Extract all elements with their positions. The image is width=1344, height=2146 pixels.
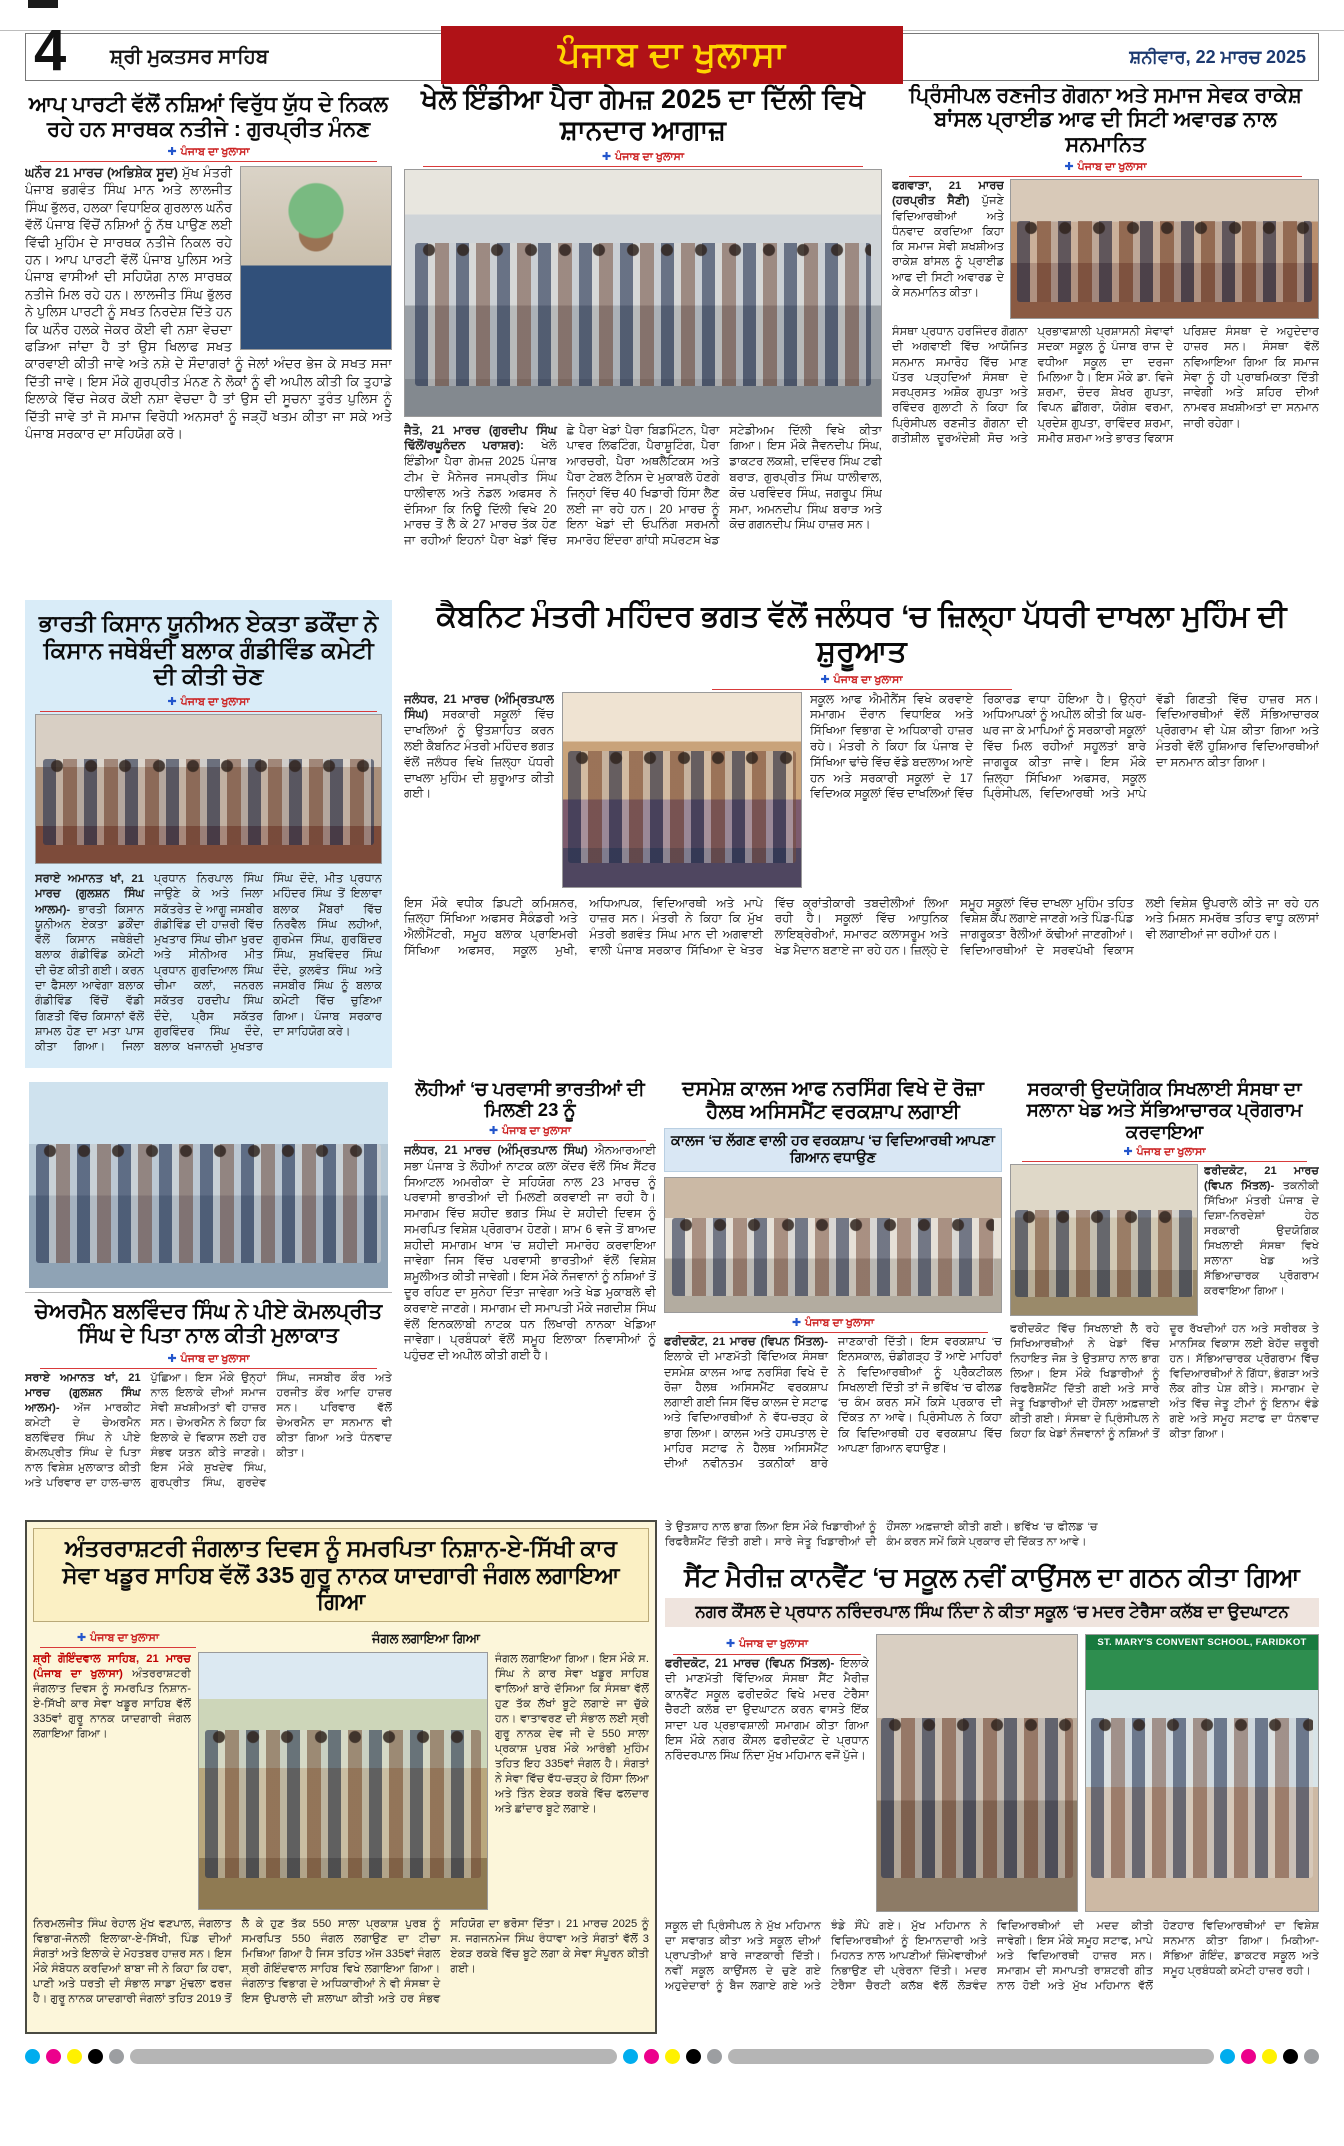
byline-label: ਪੰਜਾਬ ਦਾ ਖੁਲਾਸਾ [739,1638,809,1651]
print-registration-bar [25,2046,1319,2066]
crowd-figures [1091,1718,1314,1878]
article-headline: ਅੰਤਰਰਾਸ਼ਟਰੀ ਜੰਗਲਾਤ ਦਿਵਸ ਨੂੰ ਸਮਰਪਿਤਾ ਨਿਸ਼ਾਨ-ਏ-ਸਿੱਖੀ ਕਾਰ ਸੇਵਾ ਖਡੂਰ ਸਾਹਿਬ ਵੱਲੋਂ 335 ਗੁਰੂ ਨਾਨਕ ਯਾਦਗਾਰੀ ਜੰਗਲ ਲਗਾਇਆ ਗਿਆ [33,1528,649,1622]
crowd-figures [205,1730,482,1878]
byline-brand [665,1637,869,1655]
body-text-continued: ਨਿਰਮਲਜੀਤ ਸਿੰਘ ਰੇਹਾਲ ਮੁੱਖ ਵਣਪਾਲ, ਜੰਗਲਾਤ ਵਿਭਾਗ-ਜੋਨਲੀ ਇਲਾਕਾ-ਏ-ਸਿੱਖੀ, ਪਿੰਡ ਦੀਆਂ ਸੰਗਤਾਂ ਅਤੇ ਇਲਾਕੇ ਦੇ ਮੋਹਤਬਰ ਹਾਜ਼ਰ ਸਨ। ਇਸ ਮੌਕੇ ਸੰਬੋਧਨ ਕਰਦਿਆਂ ਬਾਬਾ ਜੀ ਨੇ ਕਿਹਾ ਕਿ ਹਵਾ, ਪਾਣੀ ਅਤੇ ਧਰਤੀ ਦੀ ਸੰਭਾਲ ਸਾਡਾ ਮੁੱਢਲਾ ਫਰਜ਼ ਹੈ। ਗੁਰੂ ਨਾਨਕ ਯਾਦਗਾਰੀ ਜੰਗਲਾਂ ਤਹਿਤ 2019 ਤੋਂ ਲੈ ਕੇ ਹੁਣ ਤੱਕ 550 ਸਾਲਾ ਪ੍ਰਕਾਸ਼ ਪੁਰਬ ਨੂੰ ਸਮਰਪਿਤ 550 ਜੰਗਲ ਲਗਾਉਣ ਦਾ ਟੀਚਾ ਮਿਥਿਆ ਗਿਆ ਹੈ ਜਿਸ ਤਹਿਤ ਅੱਜ 335ਵਾਂ ਜੰਗਲ ਸ਼੍ਰੀ ਗੋਇੰਦਵਾਲ ਸਾਹਿਬ ਵਿਖੇ ਲਗਾਇਆ ਗਿਆ। ਜੰਗਲਾਤ ਵਿਭਾਗ ਦੇ ਅਧਿਕਾਰੀਆਂ ਨੇ ਵੀ ਸੰਸਥਾ ਦੇ ਇਸ ਉਪਰਾਲੇ ਦੀ ਸ਼ਲਾਘਾ ਕੀਤੀ ਅਤੇ ਹਰ ਸੰਭਵ ਸਹਿਯੋਗ ਦਾ ਭਰੋਸਾ ਦਿੱਤਾ। 21 ਮਾਰਚ 2025 ਨੂੰ ਸ. ਜਗਜਨਮੇਜ ਸਿੰਘ ਰੰਧਾਵਾ ਅਤੇ ਸੰਗਤਾਂ ਵੱਲੋਂ 3 ਏਕੜ ਰਕਬੇ ਵਿੱਚ ਬੂਟੇ ਲਗਾ ਕੇ ਸੇਵਾ ਸੰਪੂਰਨ ਕੀਤੀ ਗਈ। [33,1918,649,2006]
byline-rule [414,1140,646,1141]
article-headline: ਭਾਰਤੀ ਕਿਸਾਨ ਯੂਨੀਅਨ ਏਕਤਾ ਡਕੌਂਦਾ ਨੇ ਕਿਸਾਨ ਜਥੇਬੰਦੀ ਬਲਾਕ ਗੰਡੀਵਿੰਡ ਕਮੇਟੀ ਦੀ ਕੀਤੀ ਚੋਣ [38,610,379,690]
leader-portrait-photo [240,166,392,350]
dateline: ਫਰੀਦਕੋਟ, 21 ਮਾਰਚ (ਵਿਪਨ ਮਿੱਤਲ)- [665,1658,835,1671]
plus-icon: ✚ [167,145,177,158]
byline-label: ਪੰਜਾਬ ਦਾ ਖੁਲਾਸਾ [180,696,250,709]
continuation-text: ਤੇ ਉਤਸ਼ਾਹ ਨਾਲ ਭਾਗ ਲਿਆ ਇਸ ਮੌਕੇ ਖਿਡਾਰੀਆਂ ਨੂੰ ਰਿਫਰੈਸ਼ਮੈਂਟ ਦਿੱਤੀ ਗਈ। ਸਾਰੇ ਜੇਤੂ ਖਿਡਾਰੀਆਂ ਦੀ ਹੌਂਸਲਾ ਅਫ਼ਜ਼ਾਈ ਕੀਤੀ ਗਈ। ਭਵਿੱਖ ‘ਚ ਫੀਲਡ ‘ਚ ਕੰਮ ਕਰਨ ਸਮੇਂ ਕਿਸੇ ਪ੍ਰਕਾਰ ਦੀ ਦਿੱਕਤ ਨਾ ਆਵੇ। [665,1521,1098,1548]
reg-dot-magenta [1241,2049,1256,2064]
article-subhead: ਕਾਲਜ ‘ਚ ਲੱਗਣ ਵਾਲੀ ਹਰ ਵਰਕਸ਼ਾਪ ‘ਚ ਵਿਦਿਆਰਥੀ ਆਪਣਾ ਗਿਆਨ ਵਧਾਉਣ [664,1128,1002,1172]
reg-dot-yellow [665,2049,680,2064]
body-text: ਭਾਰਤੀ ਕਿਸਾਨ ਯੂਨੀਅਨ ਏਕਤਾ ਡਕੌਂਦਾ ਵੱਲੋਂ ਕਿਸਾਨ ਜਥੇਬੰਦੀ ਬਲਾਕ ਗੰਡੀਵਿੰਡ ਕਮੇਟੀ ਦੀ ਚੋਣ ਕੀਤੀ ਗਈ। ਕਰਨ ਦਾ ਫੈਸਲਾ ਆਵੇਗਾ ਬਲਾਕ ਗੰਡੀਵਿੰਡ ਵਿੱਚੋਂ ਵੱਡੀ ਗਿਣਤੀ ਵਿੱਚ ਕਿਸਾਨਾਂ ਵੱਲੋਂ ਸ਼ਾਮਲ ਹੋਣ ਦਾ ਮਤਾ ਪਾਸ ਕੀਤਾ ਗਿਆ। ਜਿਲਾ ਪ੍ਰਧਾਨ ਨਿਰਪਾਲ ਸਿੰਘ ਜਾਉਣੇ ਕੇ ਅਤੇ ਜਿਲਾ ਸਕੱਤਰੇਤ ਦੇ ਆਗੂ ਜਸਬੀਰ ਗੰਡੀਵਿੰਡ ਦੀ ਹਾਜ਼ਰੀ ਵਿੱਚ ਮੁਖਤਾਰ ਸਿੰਘ ਚੀਮਾ ਖੁਰਦ ਅਤੇ ਸੀਨੀਅਰ ਮੀਤ ਪ੍ਰਧਾਨ ਗੁਰਦਿਆਲ ਸਿੰਘ ਚੀਮਾ ਕਲਾਂ, ਜਨਰਲ ਸਕੱਤਰ ਹਰਦੀਪ ਸਿੰਘ ਦੌਦੇ, ਪ੍ਰੈਸ ਸਕੱਤਰ ਗੁਰਵਿੰਦਰ ਸਿੰਘ ਦੌਦੇ, ਬਲਾਕ ਖਜਾਨਚੀ ਮੁਖਤਾਰ ਸਿੰਘ ਦੌਦੇ, ਮੀਤ ਪ੍ਰਧਾਨ ਮਹਿੰਦਰ ਸਿੰਘ ਤੋਂ ਇਲਾਵਾ ਬਲਾਕ ਮੈਂਬਰਾਂ ਵਿੱਚ ਨਿਰਵੈਲ ਸਿੰਘ ਲਹੀਆਂ, ਗੁਰਮੇਜ ਸਿੰਘ, ਗੁਰਬਿੰਦਰ ਸਿੰਘ, ਸੁਖਵਿੰਦਰ ਸਿੰਘ ਦੌਦੇ, ਕੁਲਵੰਤ ਸਿੰਘ ਅਤੇ ਜਸਬੀਰ ਸਿੰਘ ਨੂੰ ਬਲਾਕ ਕਮੇਟੀ ਵਿੱਚ ਚੁਣਿਆ ਗਿਆ। ਪੰਜਾਬ ਸਰਕਾਰ ਦਾ ਸਾਹਿਯੋਗ ਕਰੇ। [35,873,382,1054]
reg-dot-gray [707,2049,722,2064]
article-pride-award [892,84,1319,592]
dateline: ਫਗਵਾੜਾ, 21 ਮਾਰਚ (ਹਰਪ੍ਰੀਤ ਸੈਣੀ) [892,180,1004,208]
lead-text: ਪੁੱਜਣੇ ਵਿਦਿਆਰਥੀਆਂ ਅਤੇ ਧੰਨਵਾਦ ਕਰਦਿਆ ਕਿਹਾ ਕਿ ਸਮਾਜ ਸੇਵੀ ਸ਼ਖਸ਼ੀਅਤ ਰਾਕੇਸ਼ ਬਾਂਸਲ ਨੂੰ ਪ੍ਰਾਈਡ ਆਫ ਦੀ ਸਿਟੀ ਅਵਾਰਡ ਦੇ ਕੇ ਸਨਮਾਨਿਤ ਕੀਤਾ। [892,195,1004,300]
article-headline: ਦਸਮੇਸ਼ ਕਾਲਜ ਆਫ ਨਰਸਿੰਗ ਵਿਖੇ ਦੋ ਰੋਜ਼ਾ ਹੈਲਥ ਅਸਿਸਮੈਂਟ ਵਰਕਸ਼ਾਪ ਲਗਾਈ [682,1078,984,1124]
portrait-figure [241,167,391,349]
dateline: ਘਨੌਰ 21 ਮਾਰਚ (ਅਭਿਸ਼ੇਕ ਸੂਦ) [25,164,178,180]
byline-brand [404,1124,656,1141]
reg-dot-gray [1304,2049,1319,2064]
dateline: ਜਲੰਧਰ, 21 ਮਾਰਚ (ਅੰਮ੍ਰਿਤਪਾਲ ਸਿੰਘ) [404,1142,588,1157]
byline-label: ਪੰਜਾਬ ਦਾ ਖੁਲਾਸਾ [180,145,250,158]
byline-rule [40,161,378,162]
byline-brand [404,150,882,167]
crowd-figures [1015,1210,1194,1297]
article-headline: ਸਰਕਾਰੀ ਉਦਯੋਗਿਕ ਸਿਖਲਾਈ ਸੰਸਥਾ ਦਾ ਸਲਾਨਾ ਖੇਡ ਅਤੇ ਸੱਭਿਆਚਾਰਕ ਪ੍ਰੋਗਰਾਮ ਕਰਵਾਇਆ [1026,1078,1303,1142]
byline-label: ਪੰਜਾਬ ਦਾ ਖੁਲਾਸਾ [1077,161,1147,174]
plus-icon: ✚ [820,673,830,686]
article-headline: ਆਪ ਪਾਰਟੀ ਵੱਲੋਂ ਨਸ਼ਿਆਂ ਵਿਰੁੱਧ ਯੁੱਧ ਦੇ ਨਿਕਲ ਰਹੇ ਹਨ ਸਾਰਥਕ ਨਤੀਜੇ : ਗੁਰਪ੍ਰੀਤ ਮੰਨਣ [28,92,389,141]
plus-icon: ✚ [76,1632,87,1645]
print-crop-tick [28,0,58,8]
article-khelo-india [404,84,882,592]
body-text: ਮੁੱਖ ਮੰਤਰੀ ਪੰਜਾਬ ਭਗਵੰਤ ਸਿੰਘ ਮਾਨ ਅਤੇ ਲਾਲਜੀਤ ਸਿੰਘ ਭੁੱਲਰ, ਹਲਕਾ ਵਿਧਾਇਕ ਗੁਰਲਾਲ ਘਨੌਰ ਵੱਲੋਂ ਪੰਜਾਬ ਵਿੱਚੋਂ ਨਸ਼ਿਆਂ ਨੂੰ ਨੱਥ ਪਾਉਣ ਲਈ ਵਿੱਢੀ ਮੁਹਿੰਮ ਦੇ ਸਾਰਥਕ ਨਤੀਜੇ ਨਿਕਲ ਰਹੇ ਹਨ। ਆਪ ਪਾਰਟੀ ਵੱਲੋਂ ਪੰਜਾਬ ਪੁਲਿਸ ਅਤੇ ਪੰਜਾਬ ਵਾਸੀਆਂ ਦੀ ਸਹਿਯੋਗ ਨਾਲ ਸਾਰਥਕ ਨਤੀਜੇ ਮਿਲ ਰਹੇ ਹਨ। ਲਾਲਜੀਤ ਸਿੰਘ ਭੁੱਲਰ ਨੇ ਪੁਲਿਸ ਪਾਰਟੀ ਨੂੰ ਸਖਤ ਨਿਰਦੇਸ਼ ਦਿੱਤੇ ਹਨ ਕਿ ਘਨੌਰ ਹਲਕੇ ਜੇਕਰ ਕੋਈ ਵੀ ਨਸ਼ਾ ਵੇਚਦਾ ਫੜਿਆ ਜਾਂਦਾ ਹੈ ਤਾਂ ਉਸ ਖਿਲਾਫ ਸਖਤ ਕਾਰਵਾਈ ਕੀਤੀ ਜਾਵੇ ਅਤੇ ਨਸ਼ੇ ਦੇ ਸੌਦਾਗਰਾਂ ਨੂੰ ਜੇਲਾਂ ਅੰਦਰ ਭੇਜ ਕੇ ਸਖਤ ਸਜਾ ਦਿੱਤੀ ਜਾਵੇ। ਇਸ ਮੌਕੇ ਗੁਰਪ੍ਰੀਤ ਮੰਨਣ ਨੇ ਲੋਕਾਂ ਨੂੰ ਵੀ ਅਪੀਲ ਕੀਤੀ ਕਿ ਤੁਹਾਡੇ ਇਲਾਕੇ ਵਿੱਚ ਜੇਕਰ ਕੋਈ ਨਸ਼ਾ ਵੇਚਦਾ ਹੈ ਤਾਂ ਉਸ ਦੀ ਸੂਚਨਾ ਤੁਰੰਤ ਪੁਲਿਸ ਨੂੰ ਦਿੱਤੀ ਜਾਵੇ ਤਾਂ ਜੋ ਸਮਾਜ ਵਿਰੋਧੀ ਅਨਸਰਾਂ ਨੂੰ ਜੜ੍ਹੋਂ ਖਤਮ ਕੀਤਾ ਜਾ ਸਕੇ ਅਤੇ ਪੰਜਾਬ ਸਰਕਾਰ ਦਾ ਸਹਿਯੋਗ ਕਰੋ। [25,164,392,441]
plus-icon: ✚ [167,696,177,709]
byline-brand [25,695,392,712]
article-forest-day [25,1520,657,2034]
byline-brand [1010,1145,1319,1162]
crowd-figures [415,243,872,386]
byline-brand [664,1316,1002,1333]
byline-rule [673,1654,861,1655]
crowd-figures [881,1718,1073,1878]
body-text: ਸੰਸਥਾ ਪ੍ਰਧਾਨ ਹਰਜਿੰਦਰ ਗੋਗਨਾ ਦੀ ਅਗਵਾਈ ਵਿੱਚ ਆਯੋਜਿਤ ਸਨਮਾਨ ਸਮਾਰੋਹ ਵਿੱਚ ਮਾਣ ਪੱਤਰ ਪੜ੍ਹਦਿਆਂ ਸੰਸਥਾ ਦੇ ਸਰਪ੍ਰਸਤ ਅਸ਼ੋਕ ਗੁਪਤਾ ਅਤੇ ਰਵਿੰਦਰ ਗੁਲਾਟੀ ਨੇ ਕਿਹਾ ਕਿ ਪ੍ਰਿੰਸੀਪਲ ਰਣਜੀਤ ਗੋਗਨਾ ਦੀ ਗਤੀਸ਼ੀਲ ਦੂਰਅੰਦੇਸ਼ੀ ਸੋਚ ਅਤੇ ਪ੍ਰਭਾਵਸ਼ਾਲੀ ਪ੍ਰਸ਼ਾਸਨੀ ਸੇਵਾਵਾਂ ਸਦਕਾ ਸਕੂਲ ਨੂੰ ਪੰਜਾਬ ਰਾਜ ਦੇ ਵਧੀਆ ਸਕੂਲ ਦਾ ਦਰਜਾ ਮਿਲਿਆ ਹੈ। ਇਸ ਮੌਕੇ ਡਾ. ਵਿਜੇ ਸ਼ਰਮਾ, ਚੰਦਰ ਸ਼ੇਖਰ ਗੁਪਤਾ, ਵਿਪਨ ਛੀਂਗਰਾ, ਯੋਗੇਸ਼ ਵਰਮਾ, ਪ੍ਰਦੇਸ਼ ਗੁਪਤਾ, ਰਾਵਿੰਦਰ ਸ਼ਰਮਾ, ਸਮੀਰ ਸ਼ਰਮਾ ਅਤੇ ਭਾਰਤ ਵਿਕਾਸ ਪਰਿਸ਼ਦ ਸੰਸਥਾ ਦੇ ਅਹੁਦੇਦਾਰ ਹਾਜ਼ਰ ਸਨ। ਸੰਸਥਾ ਵੱਲੋਂ ਨਵਿਆਇਆ ਗਿਆ ਕਿ ਸਮਾਜ ਸੇਵਾ ਨੂੰ ਹੀ ਪ੍ਰਾਥਮਿਕਤਾ ਦਿੱਤੀ ਜਾਵੇਗੀ ਅਤੇ ਸ਼ਹਿਰ ਦੀਆਂ ਨਾਮਵਰ ਸ਼ਖਸ਼ੀਅਤਾਂ ਦਾ ਸਨਮਾਨ ਜਾਰੀ ਰਹੇਗਾ। [892,326,1319,446]
article-headline: ਖੇਲੋ ਇੰਡੀਆ ਪੈਰਾ ਗੇਮਜ਼ 2025 ਦਾ ਦਿੱਲੀ ਵਿਖੇ ਸ਼ਾਨਦਾਰ ਆਗਾਜ਼ [421,84,865,146]
dateline: ਫਰੀਦਕੋਟ, 21 ਮਾਰਚ (ਵਿਪਨ ਮਿੱਤਲ)- [1204,1165,1319,1193]
reg-dot-cyan [623,2049,638,2064]
tree-planting-photo [198,1652,488,1910]
byline-rule [1022,1161,1306,1162]
byline-label: ਪੰਜਾਬ ਦਾ ਖੁਲਾਸਾ [180,1352,250,1365]
body-text: ਖੇਲੋ ਇੰਡੀਆ ਪੈਰਾ ਗੇਮਜ਼ 2025 ਪੰਜਾਬ ਟੀਮ ਦੇ ਮੈਨੇਜਰ ਜਸਪ੍ਰੀਤ ਸਿੰਘ ਧਾਲੀਵਾਲ ਅਤੇ ਨੋਡਲ ਅਫਸਰ ਨੇ ਦੱਸਿਆ ਕਿ ਨਿਊ ਦਿੱਲੀ ਵਿਖੇ 20 ਮਾਰਚ ਤੋਂ ਲੈ ਕੇ 27 ਮਾਰਚ ਤੱਕ ਹੋਣ ਜਾ ਰਹੀਆਂ ਇਹਨਾਂ ਪੈਰਾ ਖੇਡਾਂ ਵਿੱਚ ਛੇ ਪੈਰਾ ਖੇਡਾਂ ਪੈਰਾ ਬਿਡਮਿੰਟਨ, ਪੈਰਾ ਪਾਵਰ ਲਿਫਟਿੰਗ, ਪੈਰਾਸ਼ੂਟਿੰਗ, ਪੈਰਾ ਆਰਚਰੀ, ਪੈਰਾ ਅਥਲੈਟਿਕਸ ਅਤੇ ਪੈਰਾ ਟੇਬਲ ਟੈਨਿਸ ਦੇ ਮੁਕਾਬਲੇ ਹੋਣਗੇ ਜਿਨ੍ਹਾਂ ਵਿੱਚ 40 ਖਿਡਾਰੀ ਹਿੱਸਾ ਲੈਣ ਲਈ ਜਾ ਰਹੇ ਹਨ। 20 ਮਾਰਚ ਨੂੰ ਇਨਾ ਖੇਡਾਂ ਦੀ ਓਪਨਿੰਗ ਸਰਮਨੀ ਸਮਾਰੋਹ ਇੰਦਰਾ ਗਾਂਧੀ ਸਪੋਰਟਸ ਖੇਡ ਸਟੇਡੀਅਮ ਦਿੱਲੀ ਵਿਖੇ ਕੀਤਾ ਗਿਆ। ਇਸ ਮੌਕੇ ਜੈਵਨਦੀਪ ਸਿੰਘ, ਡਾਕਟਰ ਲਕਸ਼ੀ, ਦਵਿੰਦਰ ਸਿੰਘ ਟਫੀ ਬਰਾੜ, ਗੁਰਪ੍ਰੀਤ ਸਿੰਘ ਧਾਲੀਵਾਲ, ਕੋਚ ਪਰਵਿੰਦਰ ਸਿੰਘ, ਜਗਰੂਪ ਸਿੰਘ ਸਮਾ, ਅਮਨਦੀਪ ਸਿੰਘ ਬਰਾੜ ਅਤੇ ਕੋਚ ਗਗਨਦੀਪ ਸਿੰਘ ਹਾਜ਼ਰ ਸਨ। [404,422,882,548]
dateline: ਫਰੀਦਕੋਟ, 21 ਮਾਰਚ (ਵਿਪਨ ਮਿੱਤਲ)- [664,1336,828,1348]
reg-dot-yellow [1262,2049,1277,2064]
article-headline: ਲੋਹੀਆਂ ‘ਚ ਪਰਵਾਸੀ ਭਾਰਤੀਆਂ ਦੀ ਮਿਲਣੀ 23 ਨੂੰ [415,1078,645,1121]
school-council-photo [1085,1634,1319,1912]
article-nursing-workshop [664,1078,1002,1510]
byline-label: ਪੰਜਾਬ ਦਾ ਖੁਲਾਸਾ [502,1124,572,1137]
edition-name: ਸ਼੍ਰੀ ਮੁਕਤਸਰ ਸਾਹਿਬ [110,46,269,68]
article-headline: ਸੈਂਟ ਮੈਰੀਜ਼ ਕਾਨਵੈਂਟ ‘ਚ ਸਕੂਲ ਨਵੀਂ ਕਾਉਂਸਲ ਦਾ ਗਠਨ ਕੀਤਾ ਗਿਆ [684,1562,1300,1592]
plus-icon: ✚ [167,1352,177,1365]
body-text: ਫਰੀਦਕੋਟ ਵਿੱਚ ਸਿਖਲਾਈ ਲੈ ਰਹੇ ਸਿਖਿਆਰਥੀਆਂ ਨੇ ਖੇਡਾਂ ਵਿੱਚ ਨਿਹਾਇਤ ਜੋਸ਼ ਤੇ ਉਤਸ਼ਾਹ ਨਾਲ ਭਾਗ ਲਿਆ। ਇਸ ਮੌਕੇ ਖਿਡਾਰੀਆਂ ਨੂੰ ਰਿਫਰੈਸ਼ਮੈਂਟ ਦਿੱਤੀ ਗਈ ਅਤੇ ਸਾਰੇ ਜੇਤੂ ਖਿਡਾਰੀਆਂ ਦੀ ਹੌਂਸਲਾ ਅਫ਼ਜ਼ਾਈ ਕੀਤੀ ਗਈ। ਸੰਸਥਾ ਦੇ ਪ੍ਰਿੰਸੀਪਲ ਨੇ ਕਿਹਾ ਕਿ ਖੇਡਾਂ ਨੌਜਵਾਨਾਂ ਨੂੰ ਨਸ਼ਿਆਂ ਤੋਂ ਦੂਰ ਰੱਖਦੀਆਂ ਹਨ ਅਤੇ ਸਰੀਰਕ ਤੇ ਮਾਨਸਿਕ ਵਿਕਾਸ ਲਈ ਬੇਹੱਦ ਜ਼ਰੂਰੀ ਹਨ। ਸੱਭਿਆਚਾਰਕ ਪ੍ਰੋਗਰਾਮ ਵਿੱਚ ਵਿਦਿਆਰਥੀਆਂ ਨੇ ਗਿੱਧਾ, ਭੰਗੜਾ ਅਤੇ ਲੋਕ ਗੀਤ ਪੇਸ਼ ਕੀਤੇ। ਸਮਾਗਮ ਦੇ ਅੰਤ ਵਿੱਚ ਜੇਤੂ ਟੀਮਾਂ ਨੂੰ ਇਨਾਮ ਵੰਡੇ ਗਏ ਅਤੇ ਸਮੂਹ ਸਟਾਫ ਦਾ ਧੰਨਵਾਦ ਕੀਤਾ ਗਿਆ। [1010,1323,1319,1441]
body-text: ਅੱਜ ਮਾਰਕੀਟ ਕਮੇਟੀ ਦੇ ਚੇਅਰਮੈਨ ਬਲਵਿੰਦਰ ਸਿੰਘ ਨੇ ਪੀਏ ਕੋਮਲਪ੍ਰੀਤ ਸਿੰਘ ਦੇ ਪਿਤਾ ਨਾਲ ਵਿਸ਼ੇਸ਼ ਮੁਲਾਕਾਤ ਕੀਤੀ ਅਤੇ ਪਰਿਵਾਰ ਦਾ ਹਾਲ-ਚਾਲ ਪੁੱਛਿਆ। ਇਸ ਮੌਕੇ ਉਨ੍ਹਾਂ ਨਾਲ ਇਲਾਕੇ ਦੀਆਂ ਸਮਾਜ ਸੇਵੀ ਸ਼ਖਸ਼ੀਅਤਾਂ ਵੀ ਹਾਜ਼ਰ ਸਨ। ਚੇਅਰਮੈਨ ਨੇ ਕਿਹਾ ਕਿ ਇਲਾਕੇ ਦੇ ਵਿਕਾਸ ਲਈ ਹਰ ਸੰਭਵ ਯਤਨ ਕੀਤੇ ਜਾਣਗੇ। ਇਸ ਮੌਕੇ ਸੁਖਦੇਵ ਸਿੰਘ, ਗੁਰਪ੍ਰੀਤ ਸਿੰਘ, ਗੁਰਦੇਵ ਸਿੰਘ, ਜਸਬੀਰ ਕੌਰ ਅਤੇ ਹਰਜੀਤ ਕੌਰ ਆਦਿ ਹਾਜ਼ਰ ਸਨ। ਪਰਿਵਾਰ ਵੱਲੋਂ ਚੇਅਰਮੈਨ ਦਾ ਸਨਮਾਨ ਵੀ ਕੀਤਾ ਗਿਆ ਅਤੇ ਧੰਨਵਾਦ ਕੀਤਾ। [25,1371,392,1489]
lead-text: ਇਲਾਕੇ ਦੀ ਮਾਣਮੱਤੀ ਵਿੱਦਿਅਕ ਸੰਸਥਾ ਸੈਂਟ ਮੈਰੀਜ਼ ਕਾਨਵੈਂਟ ਸਕੂਲ ਫਰੀਦਕੋਟ ਵਿਖੇ ਮਦਰ ਟੇਰੈਸਾ ਚੈਰਟੀ ਕਲੱਬ ਦਾ ਉਦਘਾਟਨ ਕਰਨ ਵਾਸਤੇ ਇੱਕ ਸਾਦਾ ਪਰ ਪ੍ਰਭਾਵਸ਼ਾਲੀ ਸਮਾਗਮ ਕੀਤਾ ਗਿਆ ਇਸ ਮੌਕੇ ਨਗਰ ਕੌਂਸਲ ਫਰੀਦਕੋਟ ਦੇ ਪ੍ਰਧਾਨ ਨਰਿੰਦਰਪਾਲ ਸਿੰਘ ਨਿੰਦਾ ਮੁੱਖ ਮਹਿਮਾਨ ਵਜੋਂ ਪੁੱਜੇ। [665,1658,869,1763]
article-stmarys-council [665,1520,1319,2032]
article-aap-drugs [25,92,392,592]
masthead-banner: ਪੰਜਾਬ ਦਾ ਖੁਲਾਸਾ [441,26,903,84]
byline-rule [40,711,378,712]
article-headline: ਕੈਬਨਿਟ ਮੰਤਰੀ ਮਹਿੰਦਰ ਭਗਤ ਵੱਲੋਂ ਜਲੰਧਰ ‘ਚ ਜ਼ਿਲ੍ਹਾ ਪੱਧਰੀ ਦਾਖਲਾ ਮੁਹਿੰਮ ਦੀ ਸ਼ੁਰੂਆਤ [436,600,1287,668]
byline-label: ਪੰਜਾਬ ਦਾ ਖੁਲਾਸਾ [833,673,903,686]
byline-rule [423,166,863,167]
article-headline: ਪ੍ਰਿੰਸੀਪਲ ਰਣਜੀਤ ਗੋਗਨਾ ਅਤੇ ਸਮਾਜ ਸੇਵਕ ਰਾਕੇਸ਼ ਬਾਂਸਲ ਪ੍ਰਾਈਡ ਆਫ ਦੀ ਸਿਟੀ ਅਵਾਰਡ ਨਾਲ ਸਨਮਾਨਿਤ [909,84,1302,156]
lead-text: ਸਰਕਾਰੀ ਸਕੂਲਾਂ ਵਿੱਚ ਦਾਖਲਿਆਂ ਨੂੰ ਉਤਸ਼ਾਹਿਤ ਕਰਨ ਲਈ ਕੈਬਨਿਟ ਮੰਤਰੀ ਮਹਿੰਦਰ ਭਗਤ ਵੱਲੋਂ ਜਲੰਧਰ ਵਿਖੇ ਜ਼ਿਲ੍ਹਾ ਪੱਧਰੀ ਦਾਖਲਾ ਮੁਹਿੰਮ ਦੀ ਸ਼ੁਰੂਆਤ ਕੀਤੀ ਗਈ। [404,707,554,801]
byline-rule [40,1647,196,1648]
byline-label: ਪੰਜਾਬ ਦਾ ਖੁਲਾਸਾ [615,150,685,163]
workshop-classroom-photo [664,1177,1002,1313]
byline-brand [25,1352,392,1369]
dateline: ਸਰਾਏ ਅਮਾਨਤ ਖਾਂ, 21 ਮਾਰਚ (ਗੁਲਸ਼ਨ ਸਿੰਘ ਆਲਮ)- [35,873,144,916]
byline-brand [33,1631,203,1648]
byline-label: ਪੰਜਾਬ ਦਾ ਖੁਲਾਸਾ [1136,1146,1206,1159]
byline-label: ਪੰਜਾਬ ਦਾ ਖੁਲਾਸਾ [805,1317,875,1329]
crowd-figures [36,1144,381,1263]
body-text: ਸਕੂਲ ਆਫ ਐਮੀਨੈਂਸ ਵਿਖੇ ਕਰਵਾਏ ਸਮਾਗਮ ਦੌਰਾਨ ਵਿਧਾਇਕ ਅਤੇ ਸਿੱਖਿਆ ਵਿਭਾਗ ਦੇ ਅਧਿਕਾਰੀ ਹਾਜ਼ਰ ਰਹੇ। ਮੰਤਰੀ ਨੇ ਕਿਹਾ ਕਿ ਪੰਜਾਬ ਦੇ ਸਿੱਖਿਆ ਢਾਂਚੇ ਵਿੱਚ ਵੱਡੇ ਬਦਲਾਅ ਆਏ ਹਨ ਅਤੇ ਸਰਕਾਰੀ ਸਕੂਲਾਂ ਦੇ 17 ਵਿਦਿਅਕ ਸਕੂਲਾਂ ਵਿੱਚ ਦਾਖਲਿਆਂ ਵਿੱਚ ਰਿਕਾਰਡ ਵਾਧਾ ਹੋਇਆ ਹੈ। ਉਨ੍ਹਾਂ ਅਧਿਆਪਕਾਂ ਨੂੰ ਅਪੀਲ ਕੀਤੀ ਕਿ ਘਰ-ਘਰ ਜਾ ਕੇ ਮਾਪਿਆਂ ਨੂੰ ਸਰਕਾਰੀ ਸਕੂਲਾਂ ਵਿੱਚ ਮਿਲ ਰਹੀਆਂ ਸਹੂਲਤਾਂ ਬਾਰੇ ਜਾਗਰੂਕ ਕੀਤਾ ਜਾਵੇ। ਇਸ ਮੌਕੇ ਜ਼ਿਲ੍ਹਾ ਸਿੱਖਿਆ ਅਫਸਰ, ਸਕੂਲ ਪ੍ਰਿੰਸੀਪਲ, ਵਿਦਿਆਰਥੀ ਅਤੇ ਮਾਪੇ ਵੱਡੀ ਗਿਣਤੀ ਵਿੱਚ ਹਾਜ਼ਰ ਸਨ। ਵਿਦਿਆਰਥੀਆਂ ਵੱਲੋਂ ਸੱਭਿਆਚਾਰਕ ਪ੍ਰੋਗਰਾਮ ਵੀ ਪੇਸ਼ ਕੀਤਾ ਗਿਆ ਅਤੇ ਮੰਤਰੀ ਵੱਲੋਂ ਹੁਸ਼ਿਆਰ ਵਿਦਿਆਰਥੀਆਂ ਦਾ ਸਨਮਾਨ ਕੀਤਾ ਗਿਆ। [810,691,1319,801]
reg-dot-gray [109,2049,124,2064]
reg-dot-black [88,2049,103,2064]
byline-brand [25,145,392,162]
delegation-group-photo [25,1078,392,1292]
launch-event-photo [562,692,802,888]
plus-icon: ✚ [725,1638,736,1651]
byline-rule [909,176,1302,177]
dateline: ਜਲੰਧਰ, 21 ਮਾਰਚ (ਅੰਮ੍ਰਿਤਪਾਲ ਸਿੰਘ) [404,691,554,722]
plus-icon: ✚ [1064,161,1074,174]
reg-bar [130,2049,617,2064]
byline-rule [712,689,1012,690]
plus-icon: ✚ [791,1317,802,1329]
award-ceremony-photo [1010,179,1319,319]
dateline: ਜੈਤੋ, 21 ਮਾਰਚ (ਗੁਰਦੀਪ ਸਿੰਘ ਢਿੱਲੋਂ/ਰਘੂਨੰਦਨ ਪਰਾਸ਼ਰ): [404,422,557,453]
crowd-figures [568,751,797,864]
side-text: ਜੰਗਲ ਲਗਾਇਆ ਗਿਆ। ਇਸ ਮੌਕੇ ਸ. ਸਿੰਘ ਨੇ ਕਾਰ ਸੇਵਾ ਖਡੂਰ ਸਾਹਿਬ ਵਾਲਿਆਂ ਬਾਰੇ ਦੱਸਿਆ ਕਿ ਸੰਸਥਾ ਵੱਲੋਂ ਹੁਣ ਤੱਕ ਲੱਖਾਂ ਬੂਟੇ ਲਗਾਏ ਜਾ ਚੁੱਕੇ ਹਨ। ਵਾਤਾਵਰਣ ਦੀ ਸੰਭਾਲ ਲਈ ਸ੍ਰੀ ਗੁਰੂ ਨਾਨਕ ਦੇਵ ਜੀ ਦੇ 550 ਸਾਲਾ ਪ੍ਰਕਾਸ਼ ਪੁਰਬ ਮੌਕੇ ਆਰੰਭੀ ਮੁਹਿੰਮ ਤਹਿਤ ਇਹ 335ਵਾਂ ਜੰਗਲ ਹੈ। ਸੰਗਤਾਂ ਨੇ ਸੇਵਾ ਵਿੱਚ ਵੱਧ-ਚੜ੍ਹ ਕੇ ਹਿੱਸਾ ਲਿਆ ਅਤੇ ਤਿੰਨ ਏਕੜ ਰਕਬੇ ਵਿੱਚ ਫਲਦਾਰ ਅਤੇ ਛਾਂਦਾਰ ਬੂਟੇ ਲਗਾਏ। [495,1653,649,1816]
dateline: ਸ਼੍ਰੀ ਗੋਇੰਦਵਾਲ ਸਾਹਿਬ, 21 ਮਾਰਚ (ਪੰਜਾਬ ਦਾ ਖੁਲਾਸਾ) [33,1653,191,1681]
flag-handover-photo [876,1634,1078,1912]
article-subhead: ਨਗਰ ਕੌਂਸਲ ਦੇ ਪ੍ਰਧਾਨ ਨਰਿੰਦਰਪਾਲ ਸਿੰਘ ਨਿੰਦਾ ਨੇ ਕੀਤਾ ਸਕੂਲ ‘ਚ ਮਦਰ ਟੇਰੈਸਾ ਕਲੱਬ ਦਾ ਉਦਘਾਟਨ [665,1598,1319,1627]
byline-brand [892,160,1319,177]
para-games-team-photo [404,169,882,417]
reg-dot-yellow [67,2049,82,2064]
reg-dot-black [686,2049,701,2064]
kisan-meeting-photo [35,714,382,864]
reg-dot-magenta [644,2049,659,2064]
plus-icon: ✚ [488,1124,499,1137]
article-iti-sports [1010,1078,1319,1510]
mini-headline: ਜੰਗਲ ਲਗਾਇਆ ਗਿਆ [372,1631,480,1647]
reg-dot-cyan [1220,2049,1235,2064]
body-text-continued: ਇਸ ਮੌਕੇ ਵਧੀਕ ਡਿਪਟੀ ਕਮਿਸ਼ਨਰ, ਜ਼ਿਲ੍ਹਾ ਸਿੱਖਿਆ ਅਫਸਰ ਸੈਕੰਡਰੀ ਅਤੇ ਐਲੀਮੈਂਟਰੀ, ਸਮੂਹ ਬਲਾਕ ਪ੍ਰਾਇਮਰੀ ਸਿੱਖਿਆ ਅਫਸਰ, ਸਕੂਲ ਮੁਖੀ, ਅਧਿਆਪਕ, ਵਿਦਿਆਰਥੀ ਅਤੇ ਮਾਪੇ ਹਾਜ਼ਰ ਸਨ। ਮੰਤਰੀ ਨੇ ਕਿਹਾ ਕਿ ਮੁੱਖ ਮੰਤਰੀ ਭਗਵੰਤ ਸਿੰਘ ਮਾਨ ਦੀ ਅਗਵਾਈ ਵਾਲੀ ਪੰਜਾਬ ਸਰਕਾਰ ਸਿੱਖਿਆ ਦੇ ਖੇਤਰ ਵਿੱਚ ਕ੍ਰਾਂਤੀਕਾਰੀ ਤਬਦੀਲੀਆਂ ਲਿਆ ਰਹੀ ਹੈ। ਸਕੂਲਾਂ ਵਿੱਚ ਆਧੁਨਿਕ ਲਾਇਬ੍ਰੇਰੀਆਂ, ਸਮਾਰਟ ਕਲਾਸਰੂਮ ਅਤੇ ਖੇਡ ਮੈਦਾਨ ਬਣਾਏ ਜਾ ਰਹੇ ਹਨ। ਜ਼ਿਲ੍ਹੇ ਦੇ ਸਮੂਹ ਸਕੂਲਾਂ ਵਿੱਚ ਦਾਖਲਾ ਮੁਹਿੰਮ ਤਹਿਤ ਵਿਸ਼ੇਸ਼ ਕੈਂਪ ਲਗਾਏ ਜਾਣਗੇ ਅਤੇ ਪਿੰਡ-ਪਿੰਡ ਜਾਗਰੂਕਤਾ ਰੈਲੀਆਂ ਕੱਢੀਆਂ ਜਾਣਗੀਆਂ। ਵਿਦਿਆਰਥੀਆਂ ਦੇ ਸਰਵਪੱਖੀ ਵਿਕਾਸ ਲਈ ਵਿਸ਼ੇਸ਼ ਉਪਰਾਲੇ ਕੀਤੇ ਜਾ ਰਹੇ ਹਨ ਅਤੇ ਮਿਸ਼ਨ ਸਮਰੱਥ ਤਹਿਤ ਵਾਧੂ ਕਲਾਸਾਂ ਵੀ ਲਗਾਈਆਂ ਜਾ ਰਹੀਆਂ ਹਨ। [404,895,1319,957]
body-text-continued: ਸਕੂਲ ਦੀ ਪ੍ਰਿੰਸੀਪਲ ਨੇ ਮੁੱਖ ਮਹਿਮਾਨ ਦਾ ਸਵਾਗਤ ਕੀਤਾ ਅਤੇ ਸਕੂਲ ਦੀਆਂ ਪ੍ਰਾਪਤੀਆਂ ਬਾਰੇ ਜਾਣਕਾਰੀ ਦਿੱਤੀ। ਨਵੀਂ ਸਕੂਲ ਕਾਉਂਸਲ ਦੇ ਚੁਣੇ ਗਏ ਅਹੁਦੇਦਾਰਾਂ ਨੂੰ ਬੈਜ ਲਗਾਏ ਗਏ ਅਤੇ ਝੰਡੇ ਸੌਂਪੇ ਗਏ। ਮੁੱਖ ਮਹਿਮਾਨ ਨੇ ਵਿਦਿਆਰਥੀਆਂ ਨੂੰ ਇਮਾਨਦਾਰੀ ਅਤੇ ਮਿਹਨਤ ਨਾਲ ਆਪਣੀਆਂ ਜ਼ਿੰਮੇਵਾਰੀਆਂ ਨਿਭਾਉਣ ਦੀ ਪ੍ਰੇਰਨਾ ਦਿੱਤੀ। ਮਦਰ ਟੇਰੈਸਾ ਚੈਰਟੀ ਕਲੱਬ ਵੱਲੋਂ ਲੋੜਵੰਦ ਵਿਦਿਆਰਥੀਆਂ ਦੀ ਮਦਦ ਕੀਤੀ ਜਾਵੇਗੀ। ਇਸ ਮੌਕੇ ਸਮੂਹ ਸਟਾਫ, ਮਾਪੇ ਅਤੇ ਵਿਦਿਆਰਥੀ ਹਾਜ਼ਰ ਸਨ। ਸਮਾਗਮ ਦੀ ਸਮਾਪਤੀ ਰਾਸ਼ਟਰੀ ਗੀਤ ਨਾਲ ਹੋਈ ਅਤੇ ਮੁੱਖ ਮਹਿਮਾਨ ਵੱਲੋਂ ਹੋਣਹਾਰ ਵਿਦਿਆਰਥੀਆਂ ਦਾ ਵਿਸ਼ੇਸ਼ ਸਨਮਾਨ ਕੀਤਾ ਗਿਆ। ਮਿਕੀਆ-ਸੱਭਿਆ ਗੋਇੰਦ, ਡਾਕਟਰ ਸਕੂਲ ਅਤੇ ਸਮੂਹ ਪ੍ਰਬੰਧਕੀ ਕਮੇਟੀ ਹਾਜ਼ਰ ਰਹੀ। [665,1920,1319,1993]
article-admission-drive [404,600,1319,1068]
article-kisan-union [25,600,392,1068]
dateline: ਸਰਾਏ ਅਮਾਨਤ ਖਾਂ, 21 ਮਾਰਚ (ਗੁਲਸ਼ਨ ਸਿੰਘ ਆਲਮ)- [25,1371,141,1414]
page-header [25,18,1319,83]
reg-dot-black [1283,2049,1298,2064]
crowd-figures [43,759,374,845]
article-headline: ਚੇਅਰਮੈਨ ਬਲਵਿੰਦਰ ਸਿੰਘ ਨੇ ਪੀਏ ਕੋਮਲਪ੍ਰੀਤ ਸਿੰਘ ਦੇ ਪਿਤਾ ਨਾਲ ਕੀਤੀ ਮੁਲਾਕਾਤ [34,1300,383,1348]
crowd-figures [672,1218,995,1296]
byline-rule [678,1332,989,1333]
article-chairman-meeting [25,1078,392,1508]
lead-text: ਅੰਤਰਰਾਸ਼ਟਰੀ ਜੰਗਲਾਤ ਦਿਵਸ ਨੂੰ ਸਮਰਪਿਤ ਨਿਸ਼ਾਨ-ਏ-ਸਿੱਖੀ ਕਾਰ ਸੇਵਾ ਖਡੂਰ ਸਾਹਿਬ ਵੱਲੋਂ 335ਵਾਂ ਗੁਰੂ ਨਾਨਕ ਯਾਦਗਾਰੀ ਜੰਗਲ ਲਗਾਇਆ ਗਿਆ। [33,1668,191,1741]
plus-icon: ✚ [601,150,612,163]
reg-bar [728,2049,1215,2064]
crowd-figures [1017,221,1312,301]
reg-dot-cyan [25,2049,40,2064]
issue-date: ਸ਼ਨੀਵਾਰ, 22 ਮਾਰਚ 2025 [1129,47,1306,67]
byline-label: ਪੰਜਾਬ ਦਾ ਖੁਲਾਸਾ [90,1632,160,1645]
byline-brand [404,673,1319,690]
body-text: ਐਨਆਰਆਈ ਸਭਾ ਪੰਜਾਬ ਤੇ ਲੋਹੀਆਂ ਨਾਟਕ ਕਲਾ ਕੇਂਦਰ ਵੱਲੋਂ ਸਿੱਖ ਸੈਂਟਰ ਸਿਆਟਲ ਅਮਰੀਕਾ ਦੇ ਸਹਿਯੋਗ ਨਾਲ 23 ਮਾਰਚ ਨੂੰ ਪਰਵਾਸੀ ਭਾਰਤੀਆਂ ਦੀ ਮਿਲਣੀ ਕਰਵਾਈ ਜਾ ਰਹੀ ਹੈ। ਸਮਾਗਮ ਵਿੱਚ ਸ਼ਹੀਦ ਭਗਤ ਸਿੰਘ ਦੇ ਸ਼ਹੀਦੀ ਦਿਵਸ ਨੂੰ ਸਮਰਪਿਤ ਵਿਸ਼ੇਸ਼ ਪ੍ਰੋਗਰਾਮ ਹੋਣਗੇ। ਸ਼ਾਮ 6 ਵਜੇ ਤੋਂ ਬਾਅਦ ਸ਼ਹੀਦੀ ਸਮਾਗਮ ਖਾਸ ‘ਚ ਸ਼ਹੀਦੀ ਸਮਾਰੋਹ ਕਰਵਾਇਆ ਜਾਵੇਗਾ ਜਿਸ ਵਿੱਚ ਪਰਵਾਸੀ ਭਾਰਤੀਆਂ ਵੱਲੋਂ ਵਿਸ਼ੇਸ਼ ਸ਼ਮੂਲੀਅਤ ਕੀਤੀ ਜਾਵੇਗੀ। ਇਸ ਮੌਕੇ ਨੌਜਵਾਨਾਂ ਨੂੰ ਨਸ਼ਿਆਂ ਤੋਂ ਦੂਰ ਰਹਿਣ ਦਾ ਸੁਨੇਹਾ ਦਿੱਤਾ ਜਾਵੇਗਾ ਅਤੇ ਖੇਡ ਮੁਕਾਬਲੇ ਵੀ ਕਰਵਾਏ ਜਾਣਗੇ। ਸਮਾਗਮ ਦੀ ਸਮਾਪਤੀ ਮੌਕੇ ਜਗਦੀਸ਼ ਸਿੰਘ ਵੱਲੋਂ ਇਨਕਲਾਬੀ ਨਾਟਕ ਧਨ ਲਿਖਾਰੀ ਨਾਨਕਾ ਖੇਡਿਆ ਜਾਵੇਗਾ। ਪ੍ਰਬੰਧਕਾਂ ਵੱਲੋਂ ਸਮੂਹ ਇਲਾਕਾ ਨਿਵਾਸੀਆਂ ਨੂੰ ਪਹੁੰਚਣ ਦੀ ਅਪੀਲ ਕੀਤੀ ਗਈ ਹੈ। [404,1142,656,1363]
page-number: 4 [34,18,67,83]
byline-rule [40,1368,378,1369]
reg-dot-magenta [46,2049,61,2064]
body-text: ਇਲਾਕੇ ਦੀ ਮਾਣਮੱਤੀ ਵਿੱਦਿਅਕ ਸੰਸਥਾ ਦਸਮੇਸ਼ ਕਾਲਜ ਆਫ ਨਰਸਿੰਗ ਵਿਖੇ ਦੋ ਰੋਜ਼ਾ ਹੈਲਥ ਅਸਿਸਮੈਂਟ ਵਰਕਸ਼ਾਪ ਲਗਾਈ ਗਈ ਜਿਸ ਵਿੱਚ ਕਾਲਜ ਦੇ ਸਟਾਫ ਅਤੇ ਵਿਦਿਆਰਥੀਆਂ ਨੇ ਵੱਧ-ਚੜ੍ਹ ਕੇ ਭਾਗ ਲਿਆ। ਕਾਲਜ ਅਤੇ ਹਸਪਤਾਲ ਦੇ ਮਾਹਿਰ ਸਟਾਫ ਨੇ ਹੈਲਥ ਅਸਿਸਮੈਂਟ ਦੀਆਂ ਨਵੀਨਤਮ ਤਕਨੀਕਾਂ ਬਾਰੇ ਜਾਣਕਾਰੀ ਦਿੱਤੀ। ਇਸ ਵਰਕਸ਼ਾਪ ‘ਚ ਇਨਸਕਾਲ, ਚੰਡੀਗੜ੍ਹ ਤੋਂ ਆਏ ਮਾਹਿਰਾਂ ਨੇ ਵਿਦਿਆਰਥੀਆਂ ਨੂੰ ਪ੍ਰੈਕਟੀਕਲ ਸਿਖਲਾਈ ਦਿੱਤੀ ਤਾਂ ਜੋ ਭਵਿੱਖ ‘ਚ ਫੀਲਡ ‘ਚ ਕੰਮ ਕਰਨ ਸਮੇਂ ਕਿਸੇ ਪ੍ਰਕਾਰ ਦੀ ਦਿੱਕਤ ਨਾ ਆਵੇ। ਪ੍ਰਿੰਸੀਪਲ ਨੇ ਕਿਹਾ ਕਿ ਵਿਦਿਆਰਥੀ ਹਰ ਵਰਕਸ਼ਾਪ ਵਿੱਚ ਆਪਣਾ ਗਿਆਨ ਵਧਾਉਣ। [664,1336,1002,1471]
article-lohian-nri [404,1078,656,1510]
iti-group-photo [1010,1164,1198,1316]
school-banner-text: ST. MARY'S CONVENT SCHOOL, FARIDKOT [1086,1635,1318,1650]
plus-icon: ✚ [1123,1146,1133,1159]
lead-text: ਤਕਨੀਕੀ ਸਿੱਖਿਆ ਮੰਤਰੀ ਪੰਜਾਬ ਦੇ ਦਿਸ਼ਾ-ਨਿਰਦੇਸ਼ਾਂ ਹੇਠ ਸਰਕਾਰੀ ਉਦਯੋਗਿਕ ਸਿਖਲਾਈ ਸੰਸਥਾ ਵਿਖੇ ਸਲਾਨਾ ਖੇਡ ਅਤੇ ਸੱਭਿਆਚਾਰਕ ਪ੍ਰੋਗਰਾਮ ਕਰਵਾਇਆ ਗਿਆ। [1204,1180,1319,1298]
